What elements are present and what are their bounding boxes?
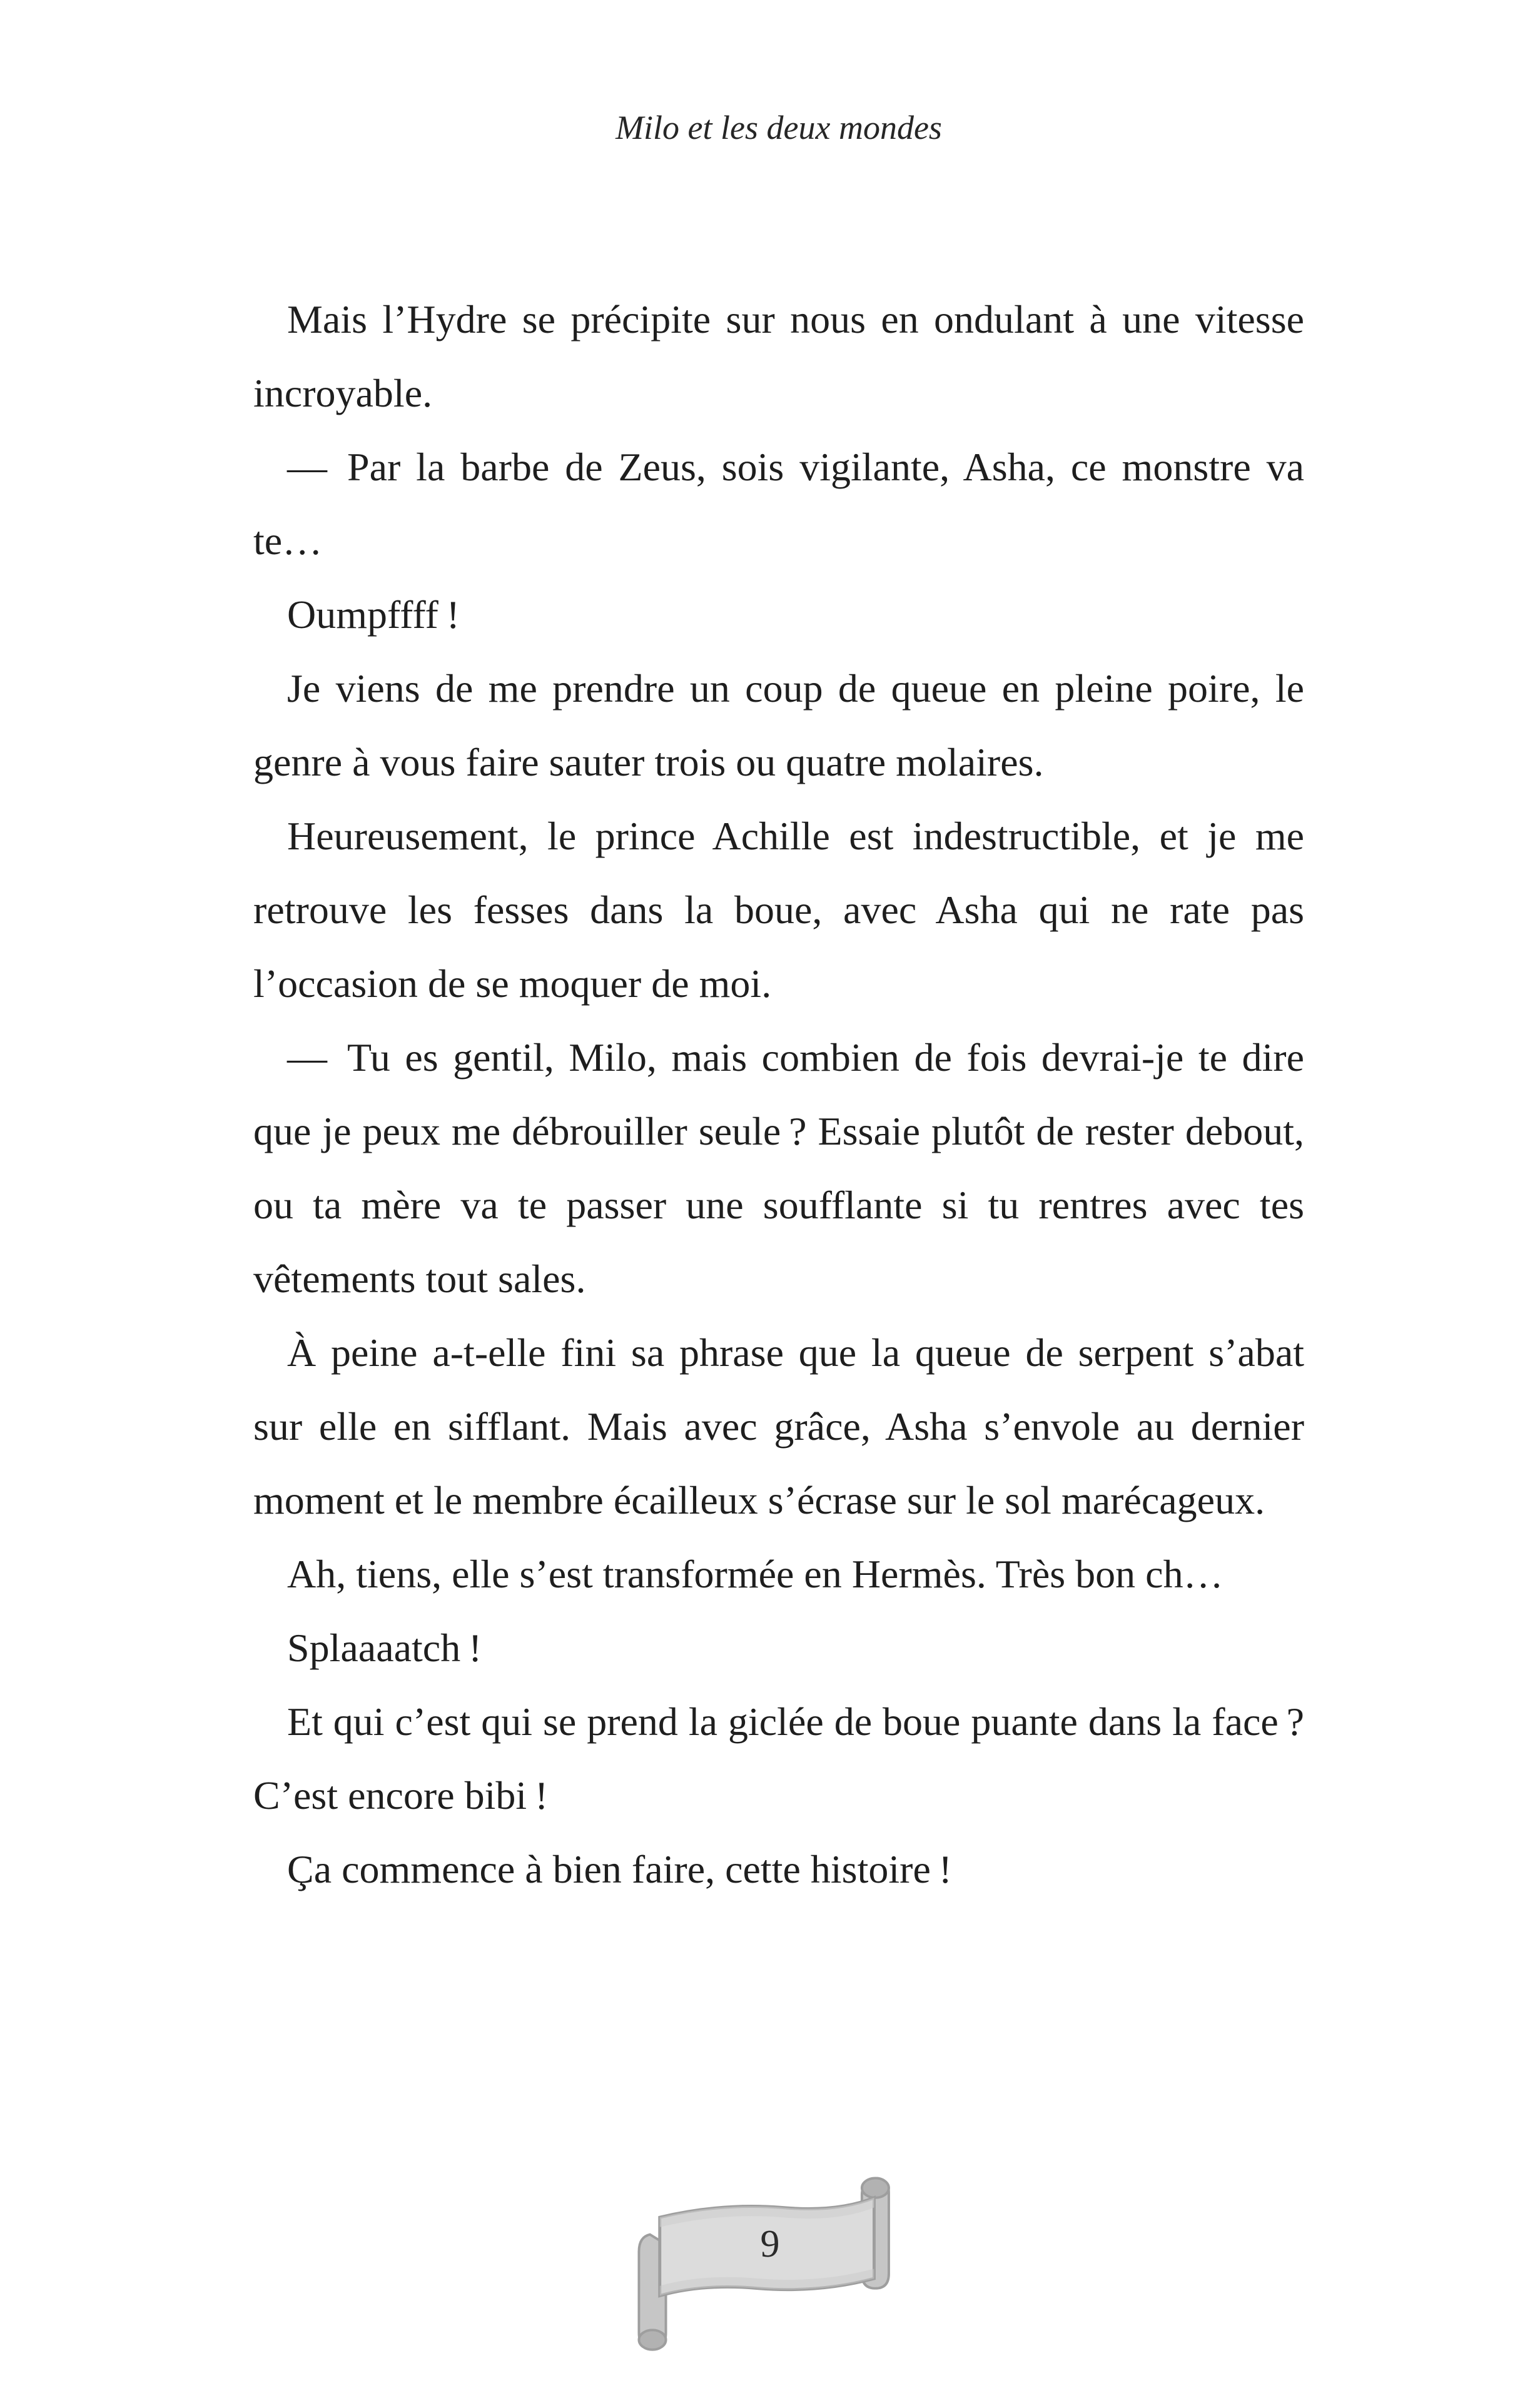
body-paragraph: Heureusement, le prince Achille est indestructible, et je me retrouve les fesses dans la boue, avec Asha qui ne rate pas l’occasion de se moquer de moi. <box>253 814 1304 1006</box>
body-paragraph-dialogue: — Par la barbe de Zeus, sois vigilante, Asha, ce monstre va te… <box>253 445 1304 563</box>
body-paragraph: Ah, tiens, elle s’est transformée en Hermès. Très bon ch… <box>287 1552 1223 1596</box>
body-paragraph: Et qui c’est qui se prend la giclée de boue puante dans la face ? C’est encore bibi ! <box>253 1699 1304 1818</box>
page-body <box>253 283 1304 1906</box>
body-paragraph: Splaaaatch ! <box>287 1626 482 1670</box>
body-paragraph: Je viens de me prendre un coup de queue en pleine poire, le genre à vous faire sauter trois ou quatre molaires. <box>253 666 1304 784</box>
body-paragraph-dialogue: — Tu es gentil, Milo, mais combien de fois devrai-je te dire que je peux me débrouiller seule ? Essaie plutôt de rester debout, ou ta mère va te passer une soufflante si tu rentres avec tes vêtements tout sales. <box>253 1035 1304 1301</box>
scroll-ornament <box>623 2161 917 2369</box>
body-paragraph: Mais l’Hydre se précipite sur nous en ondulant à une vitesse incroyable. <box>253 297 1304 415</box>
body-paragraph: Oumpffff ! <box>287 592 460 637</box>
page-footer <box>0 2161 1540 2380</box>
body-paragraph: Ça commence à bien faire, cette histoire ! <box>287 1847 952 1891</box>
body-paragraph: À peine a-t-elle fini sa phrase que la queue de serpent s’abat sur elle en sifflant. Mais avec grâce, Asha s’envole au dernier moment et le membre écailleux s’écrase sur le sol marécageux. <box>253 1330 1304 1522</box>
page-number: 9 <box>760 2223 780 2265</box>
running-header: Milo et les deux mondes <box>615 109 942 146</box>
